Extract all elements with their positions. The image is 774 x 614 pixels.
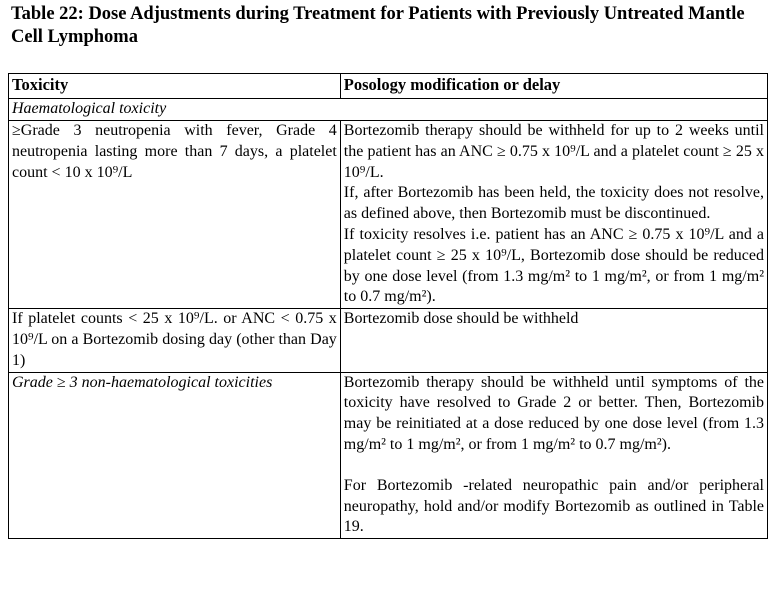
- posology-cell: [340, 309, 767, 372]
- toxicity-text: If platelet counts < 25 x 10⁹/L. or ANC < 0.75 x 10⁹/L on a Bortezomib dosing day (other than Day 1): [12, 310, 337, 369]
- table-row: [9, 372, 768, 539]
- posology-paragraph: For Bortezomib -related neuropathic pain and/or peripheral neuropathy, hold and/or modify Bortezomib as outlined in Table 19.: [343, 476, 764, 536]
- toxicity-cell: [9, 309, 341, 372]
- table-row: [9, 309, 768, 372]
- header-toxicity: Toxicity: [9, 74, 341, 99]
- dose-adjustment-table: [8, 73, 768, 539]
- header-posology: Posology modification or delay: [340, 74, 767, 99]
- posology-paragraph: Bortezomib therapy should be withheld for up to 2 weeks until the patient has an ANC ≥ 0.75 x 10⁹/L and a platelet count ≥ 25 x 10⁹/L.: [343, 122, 764, 181]
- section-haematological: Haematological toxicity: [9, 99, 768, 121]
- posology-paragraph: If toxicity resolves i.e. patient has an ANC ≥ 0.75 x 10⁹/L and a platelet count ≥ 25 x 10⁹/L, Bortezomib dose should be reduced by one dose level (from 1.3 mg/m² to 1 mg/m², or from 1 mg/m² to 0.7 mg/m²).: [343, 225, 764, 306]
- toxicity-text: ≥Grade 3 neutropenia with fever, Grade 4 neutropenia lasting more than 7 days, a platelet count < 10 x 10⁹/L: [12, 122, 337, 181]
- toxicity-text: Grade ≥ 3 non-haematological toxicities: [12, 373, 273, 391]
- posology-paragraph: Bortezomib therapy should be withheld until symptoms of the toxicity have resolved to Grade 2 or better. Then, Bortezomib may be reinitiated at a dose reduced by one dose level (from 1.3 mg/m² to 1 mg/m², or from 1 mg/m² to 0.7 mg/m²).: [343, 373, 764, 453]
- toxicity-cell: [9, 121, 341, 309]
- posology-paragraph: Bortezomib dose should be withheld: [343, 310, 579, 328]
- posology-cell: [340, 121, 767, 309]
- section-row: [9, 99, 768, 121]
- table-header-row: [9, 74, 768, 99]
- table-title: Table 22: Dose Adjustments during Treatment for Patients with Previously Untreated Mantle Cell Lymphoma: [11, 4, 745, 47]
- posology-cell: [340, 372, 767, 539]
- posology-paragraph: If, after Bortezomib has been held, the toxicity does not resolve, as defined above, then Bortezomib must be discontinued.: [343, 184, 764, 223]
- toxicity-cell: [9, 372, 341, 539]
- table-row: [9, 121, 768, 309]
